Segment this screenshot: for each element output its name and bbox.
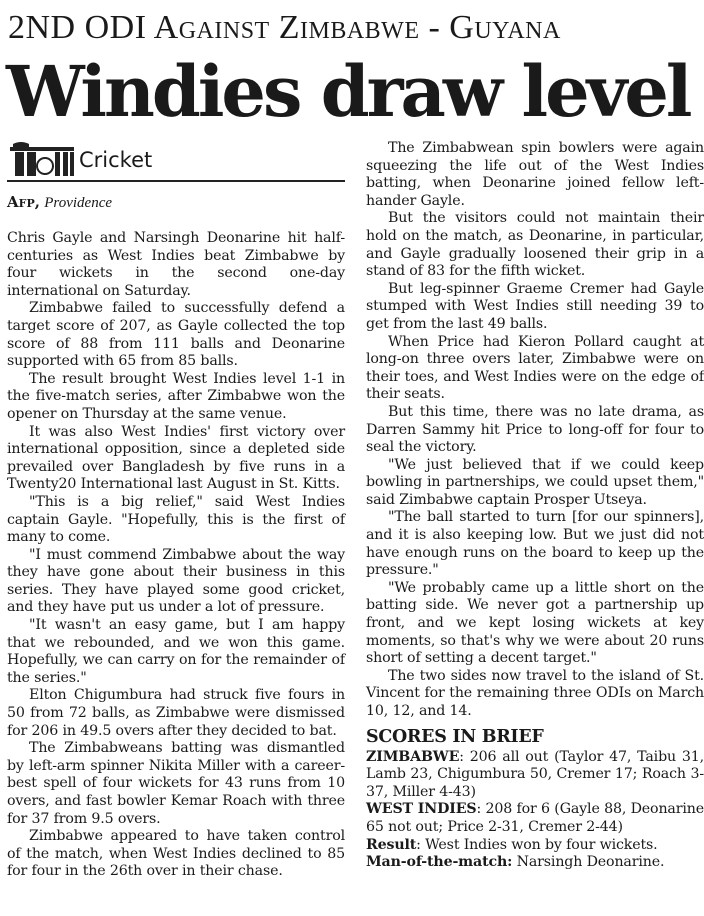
brief-label: Man-of-the-match: <box>366 854 513 871</box>
cricket-wicket-icon <box>7 140 75 178</box>
brief-text: : 208 for 6 (Gayle 88, Deonarine 65 not out; Price 2-31, Cremer 2-44) <box>366 801 704 835</box>
kicker-rest: ODI Against Zimbabwe - Guyana <box>84 9 561 46</box>
article-paragraph: The two sides now travel to the island of St. Vincent for the remaining three ODIs on March 10, 12, and 14. <box>366 667 704 719</box>
article-paragraph: Chris Gayle and Narsingh Deonarine hit half-centuries as West Indies beat Zimbabwe by four wickets in the second one-day international on Saturday. <box>7 230 345 299</box>
byline-separator: , <box>34 193 40 211</box>
article-paragraph: "We just believed that if we could keep bowling in partnerships, we could upset them," said Zimbabwe captain Prosper Utseya. <box>366 456 704 508</box>
article-paragraph: "This is a big relief," said West Indies captain Gayle. "Hopefully, this is the first of many to come. <box>7 493 345 546</box>
scores-in-brief-title: SCORES IN BRIEF <box>366 726 544 747</box>
article-paragraph: "We probably came up a little short on the batting side. We never got a partnership up front, and we kept losing wickets at key moments, so that's why we were about 20 runs short of setting a decent target." <box>366 579 704 667</box>
article-paragraph: Zimbabwe failed to successfully defend a target score of 207, as Gayle collected the top score of 88 from 111 balls and Deonarine supported with 65 from 85 balls. <box>7 300 345 370</box>
article-paragraph: "I must commend Zimbabwe about the way they have gone about their business in this series. They have played some good cricket, and they have put us under a lot of pressure. <box>7 546 345 616</box>
article-paragraph: Elton Chigumbura had struck five fours in 50 from 72 balls, as Zimbabwe were dismissed for 206 in 49.5 overs after they decided to bat. <box>7 687 345 739</box>
brief-text: : West Indies won by four wickets. <box>416 836 658 853</box>
brief-entry <box>366 749 704 802</box>
brief-label: ZIMBABWE <box>366 748 460 765</box>
article-paragraph: The Zimbabwean spin bowlers were again squeezing the life out of the West Indies batting, when Deonarine joined fellow left-hander Gayle. <box>366 140 704 209</box>
brief-entry <box>366 837 704 855</box>
brief-label: WEST INDIES <box>366 801 477 818</box>
byline-location: Providence <box>44 195 113 211</box>
brief-entry <box>366 801 704 836</box>
headline: Windies draw level <box>6 50 690 133</box>
article-paragraph: Zimbabwe appeared to have taken control of the match, when West Indies declined to 85 for four in the 26th over in their chase. <box>7 828 345 880</box>
article-paragraph: But leg-spinner Graeme Cremer had Gayle stumped with West Indies still needing 39 to get from the last 49 balls. <box>366 280 704 332</box>
left-column <box>7 230 345 881</box>
article-paragraph: But this time, there was no late drama, as Darren Sammy hit Price to long-off for four to seal the victory. <box>366 403 704 456</box>
section-label: Cricket <box>79 148 153 172</box>
article-paragraph: The result brought West Indies level 1-1 in the five-match series, after Zimbabwe won the opener on Thursday at the same venue. <box>7 370 345 422</box>
kicker-prefix: 2 <box>8 9 26 46</box>
right-column <box>366 140 704 872</box>
byline-source: Afp <box>7 193 35 211</box>
article-paragraph: But the visitors could not maintain their hold on the match, as Deonarine, in particular, and Gayle gradually loosened their grip in a stand of 83 for the fifth wicket. <box>366 210 704 280</box>
article-paragraph: When Price had Kieron Pollard caught at long-on three overs later, Zimbabwe were on their toes, and West Indies were on the edge of their seats. <box>366 333 704 403</box>
kicker-line <box>8 8 698 48</box>
article-paragraph: "The ball started to turn [for our spinners], and it is also keeping low. But we just did not have enough runs on the board to keep up the pressure." <box>366 509 704 579</box>
kicker-ordinal: ND <box>25 9 76 46</box>
brief-label: Result <box>366 836 417 853</box>
article-paragraph: It was also West Indies' first victory over international opposition, since a depleted side prevailed over Bangladesh by five runs in a Twenty20 International last August in St. Kitts. <box>7 423 345 493</box>
byline <box>7 192 345 213</box>
brief-text: : 206 all out (Taylor 47, Taibu 31, Lamb 23, Chigumbura 50, Cremer 17; Roach 3-37, Miller 4-43) <box>366 748 704 800</box>
article-paragraph: The Zimbabweans batting was dismantled by left-arm spinner Nikita Miller with a career-best spell of four wickets for 43 runs from 10 overs, and fast bowler Kemar Roach with three for 37 from 9.5 overs. <box>7 740 345 827</box>
brief-entry <box>366 854 704 872</box>
section-header <box>7 140 345 182</box>
article-paragraph: "It wasn't an easy game, but I am happy that we rebounded, and we won this game. Hopefully, we can carry on for the remainder of the series." <box>7 617 345 686</box>
brief-text: Narsingh Deonarine. <box>512 854 665 871</box>
